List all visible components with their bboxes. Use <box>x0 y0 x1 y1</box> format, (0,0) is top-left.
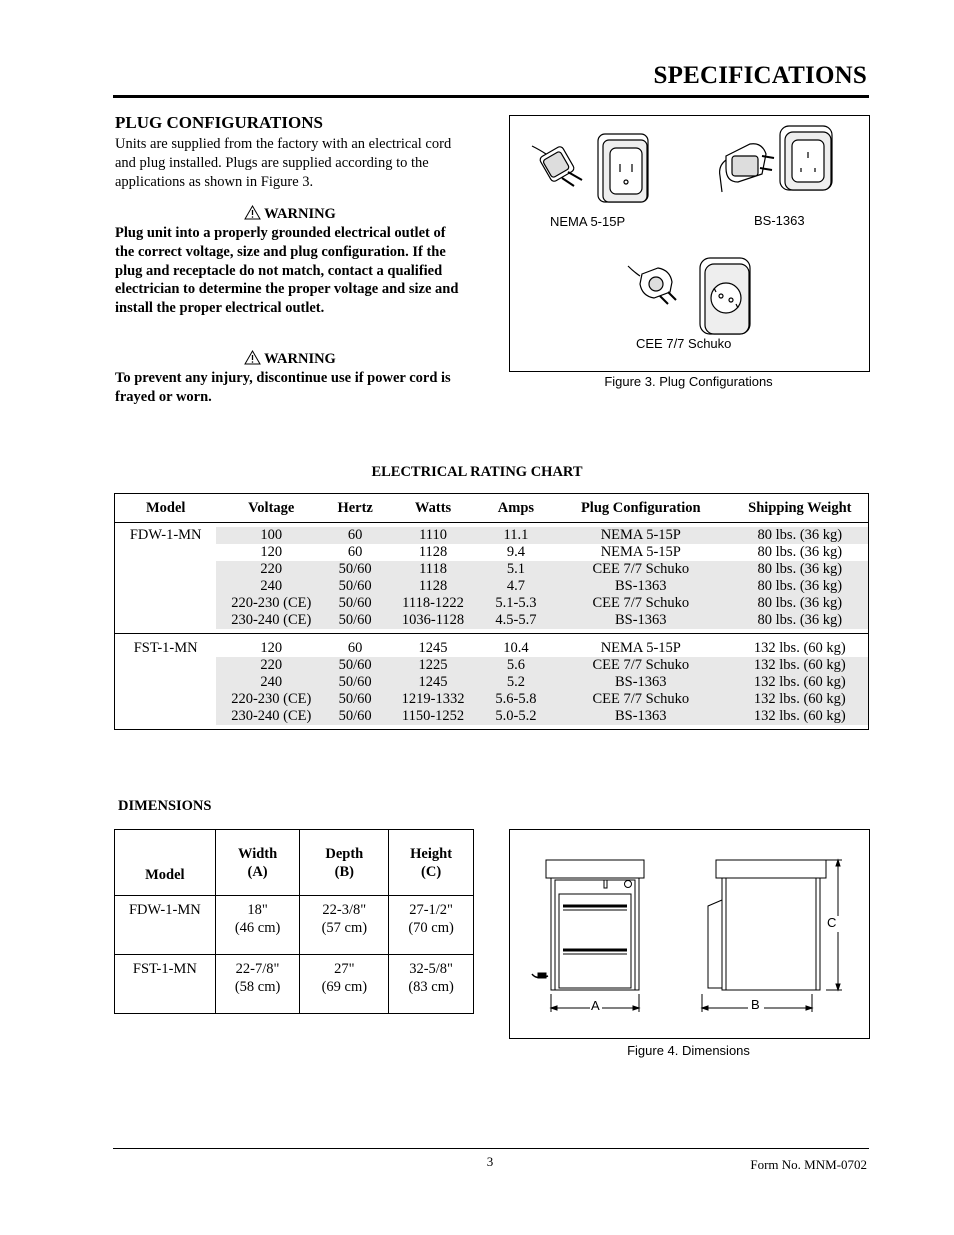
col-model: Model <box>115 494 217 523</box>
hertz-cell: 50/60 <box>326 595 384 612</box>
form-number: Form No. MNM-0702 <box>750 1157 867 1172</box>
model-cell <box>115 544 217 561</box>
cee-plug-icon <box>628 266 676 304</box>
hertz-cell: 60 <box>347 544 363 560</box>
col-weight: Shipping Weight <box>732 494 869 523</box>
voltage-cell: 220-230 (CE) <box>216 595 326 612</box>
dim-height-label: Height <box>410 845 453 862</box>
watts-cell: 1219-1332 <box>384 691 482 708</box>
watts-cell: 1245 <box>384 674 482 691</box>
dim-width-in: 22-7/8" <box>235 961 280 977</box>
model-cell <box>115 691 217 708</box>
figure-4-caption: Figure 4. Dimensions <box>627 1043 750 1058</box>
dim-depth-cm: (69 cm) <box>321 979 368 995</box>
amps-cell: 5.1 <box>482 561 550 578</box>
model-cell: FST-1-MN <box>115 634 217 658</box>
warning-label-2: WARNING <box>264 351 336 367</box>
amps-cell: 5.6 <box>482 657 550 674</box>
voltage-cell: 100 <box>216 527 326 544</box>
shipping-weight-cell: 132 lbs. (60 kg) <box>732 708 869 725</box>
amps-cell: 5.6-5.8 <box>482 691 550 708</box>
label-nema: NEMA 5-15P <box>550 214 626 229</box>
dimensions-table <box>114 829 474 1014</box>
warning-heading-2 <box>115 350 465 368</box>
voltage-cell: 240 <box>216 674 326 691</box>
label-cee: CEE 7/7 Schuko <box>636 336 732 351</box>
plug-config-cell: BS-1363 <box>550 578 732 595</box>
dim-depth <box>300 955 389 1014</box>
table-row <box>115 578 869 595</box>
dim-height-in: 32-5/8" <box>409 961 453 977</box>
shipping-weight-cell: 80 lbs. (36 kg) <box>757 544 843 560</box>
hertz-cell: 50/60 <box>326 561 384 578</box>
plug-config-cell: CEE 7/7 Schuko <box>550 691 732 708</box>
electrical-chart-title: ELECTRICAL RATING CHART <box>371 464 583 480</box>
table-row <box>115 691 869 708</box>
label-bs: BS-1363 <box>754 213 805 228</box>
watts-cell: 1036-1128 <box>384 612 482 629</box>
table-row <box>115 595 869 612</box>
table-row <box>115 612 869 629</box>
figure-3-box <box>509 115 870 372</box>
model-cell <box>115 674 217 691</box>
dim-height-sub: (C) <box>421 863 442 880</box>
hertz-cell: 50/60 <box>326 691 384 708</box>
table-header-row <box>115 494 869 523</box>
hertz-cell: 50/60 <box>326 708 384 725</box>
voltage-cell: 230-240 (CE) <box>216 612 326 629</box>
plug-illustrations <box>510 116 869 371</box>
plug-config-cell: BS-1363 <box>550 674 732 691</box>
amps-cell: 9.4 <box>506 544 525 560</box>
dim-width-sub: (A) <box>247 863 268 880</box>
dim-col-depth <box>300 830 389 896</box>
dimensions-title: DIMENSIONS <box>118 798 212 814</box>
cee-receptacle-icon <box>700 258 750 334</box>
voltage-cell: 220 <box>216 561 326 578</box>
table-row <box>115 708 869 725</box>
electrical-rating-table <box>114 493 869 730</box>
warning-icon <box>244 205 261 220</box>
dim-width-label: Width <box>237 845 278 862</box>
voltage-cell: 220 <box>216 657 326 674</box>
dim-label-b: B <box>751 997 760 1012</box>
spacer-row <box>115 725 869 730</box>
col-amps: Amps <box>482 494 550 523</box>
title-rule <box>113 95 869 98</box>
voltage-cell: 120 <box>216 634 326 658</box>
voltage-cell: 240 <box>216 578 326 595</box>
amps-cell: 5.0-5.2 <box>482 708 550 725</box>
dimension-drawings <box>510 830 869 1038</box>
dim-height-cm: (83 cm) <box>408 979 454 995</box>
dim-width-cm: (58 cm) <box>234 979 281 995</box>
page-number: 3 <box>486 1154 494 1169</box>
watts-cell: 1245 <box>384 634 482 658</box>
dim-height-cm: (70 cm) <box>408 920 454 936</box>
table-row <box>115 634 869 658</box>
warning-heading-1 <box>115 205 465 223</box>
warning-icon <box>244 350 261 365</box>
watts-cell: 1128 <box>418 544 448 560</box>
dim-label-a: A <box>591 998 600 1013</box>
page-title: SPECIFICATIONS <box>653 62 867 89</box>
warning-label-1: WARNING <box>264 206 336 222</box>
watts-cell: 1118 <box>384 561 482 578</box>
watts-cell: 1128 <box>384 578 482 595</box>
table-row <box>115 896 474 955</box>
hertz-cell: 50/60 <box>326 612 384 629</box>
voltage-cell: 220-230 (CE) <box>216 691 326 708</box>
plug-config-cell: NEMA 5-15P <box>550 634 732 658</box>
warning-text-2: To prevent any injury, discontinue use if power cord is frayed or worn. <box>115 370 451 405</box>
shipping-weight-cell: 132 lbs. (60 kg) <box>732 634 869 658</box>
model-cell <box>115 657 217 674</box>
plug-config-cell: NEMA 5-15P <box>550 527 732 544</box>
table-row <box>115 527 869 544</box>
amps-cell: 11.1 <box>482 527 550 544</box>
shipping-weight-cell: 80 lbs. (36 kg) <box>732 595 869 612</box>
dim-height-in: 27-1/2" <box>409 902 453 918</box>
col-hertz: Hertz <box>326 494 384 523</box>
amps-cell: 5.2 <box>482 674 550 691</box>
plug-config-cell: CEE 7/7 Schuko <box>550 561 732 578</box>
dim-height <box>389 955 474 1014</box>
nema-plug-icon <box>532 145 582 186</box>
plug-config-heading: PLUG CONFIGURATIONS <box>115 113 323 132</box>
footer-rule <box>113 1148 869 1149</box>
dim-depth-in: 22-3/8" <box>322 902 367 918</box>
voltage-cell: 230-240 (CE) <box>216 708 326 725</box>
shipping-weight-cell: 132 lbs. (60 kg) <box>732 691 869 708</box>
dim-col-height <box>389 830 474 896</box>
watts-cell: 1110 <box>384 527 482 544</box>
dim-width-cm: (46 cm) <box>234 920 281 936</box>
table-row <box>115 657 869 674</box>
shipping-weight-cell: 132 lbs. (60 kg) <box>732 674 869 691</box>
bs-receptacle-icon <box>780 126 832 190</box>
hertz-cell: 50/60 <box>326 674 384 691</box>
dim-depth-label: Depth <box>325 845 364 862</box>
table-row <box>115 544 869 561</box>
hertz-cell: 50/60 <box>326 578 384 595</box>
dim-depth-cm: (57 cm) <box>321 920 368 936</box>
table-row <box>115 674 869 691</box>
plug-config-intro: Units are supplied from the factory with an electrical cord and plug installed. Plugs are supplied according to the applications as shown in Figure 3. <box>115 136 452 190</box>
dim-width <box>215 955 300 1014</box>
col-watts: Watts <box>384 494 482 523</box>
shipping-weight-cell: 80 lbs. (36 kg) <box>732 612 869 629</box>
model-cell <box>115 708 217 725</box>
nema-receptacle-icon <box>598 134 648 202</box>
bs-plug-icon <box>720 144 774 192</box>
figure-3-caption: Figure 3. Plug Configurations <box>604 374 773 389</box>
side-view-drawing <box>702 860 842 1012</box>
dim-col-model: Model <box>115 830 216 896</box>
plug-config-cell: NEMA 5-15P <box>600 544 681 560</box>
dim-model: FST-1-MN <box>115 955 216 1014</box>
col-plug: Plug Configuration <box>550 494 732 523</box>
shipping-weight-cell: 80 lbs. (36 kg) <box>732 578 869 595</box>
table-row <box>115 955 474 1014</box>
table-row <box>115 561 869 578</box>
model-cell <box>115 595 217 612</box>
dim-depth-sub: (B) <box>334 863 354 880</box>
front-view-drawing <box>532 860 644 1012</box>
dim-depth-in: 27" <box>334 961 355 977</box>
amps-cell: 4.7 <box>482 578 550 595</box>
model-cell <box>115 561 217 578</box>
figure-4-box <box>509 829 870 1039</box>
watts-cell: 1225 <box>384 657 482 674</box>
model-cell <box>115 612 217 629</box>
plug-config-cell: CEE 7/7 Schuko <box>550 595 732 612</box>
shipping-weight-cell: 132 lbs. (60 kg) <box>732 657 869 674</box>
dim-depth <box>300 896 389 955</box>
col-voltage: Voltage <box>216 494 326 523</box>
hertz-cell: 60 <box>326 527 384 544</box>
dim-width-in: 18" <box>247 902 268 918</box>
amps-cell: 4.5-5.7 <box>482 612 550 629</box>
dim-model: FDW-1-MN <box>115 896 216 955</box>
dim-width <box>215 896 300 955</box>
hertz-cell: 60 <box>326 634 384 658</box>
dim-height <box>389 896 474 955</box>
dim-col-width <box>215 830 300 896</box>
dim-header-row <box>115 830 474 896</box>
amps-cell: 5.1-5.3 <box>482 595 550 612</box>
watts-cell: 1150-1252 <box>384 708 482 725</box>
warning-text-1: Plug unit into a properly grounded electrical outlet of the correct voltage, size and plug configuration. If the plug and receptacle do not match, contact a qualified electrician to determine the proper voltage and size and install the proper electrical outlet. <box>115 225 459 317</box>
dim-label-c: C <box>827 915 837 930</box>
amps-cell: 10.4 <box>482 634 550 658</box>
plug-config-cell: BS-1363 <box>550 708 732 725</box>
voltage-cell: 120 <box>260 544 283 560</box>
model-cell: FDW-1-MN <box>129 527 202 543</box>
shipping-weight-cell: 80 lbs. (36 kg) <box>732 561 869 578</box>
plug-config-cell: CEE 7/7 Schuko <box>550 657 732 674</box>
hertz-cell: 50/60 <box>326 657 384 674</box>
shipping-weight-cell: 80 lbs. (36 kg) <box>732 527 869 544</box>
watts-cell: 1118-1222 <box>384 595 482 612</box>
plug-config-cell: BS-1363 <box>550 612 732 629</box>
model-cell <box>115 578 217 595</box>
